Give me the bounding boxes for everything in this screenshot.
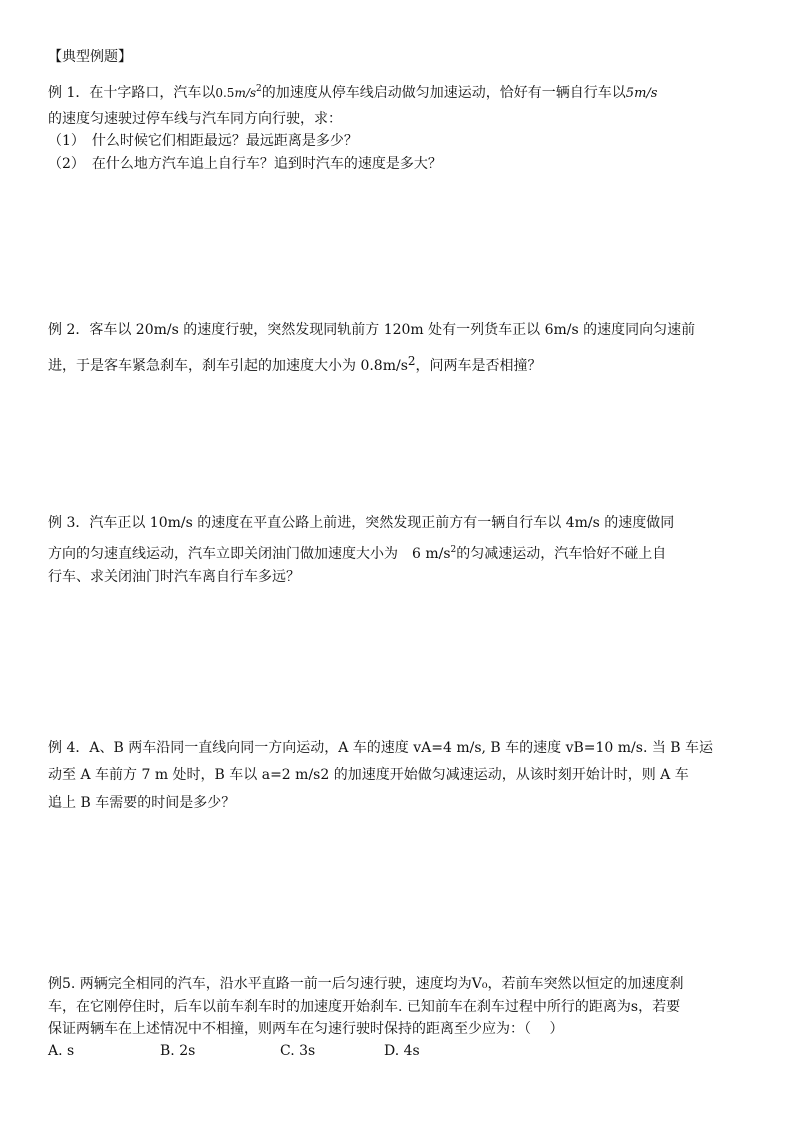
example-5-line-2: 车，在它刚停住时，后车以前车刹车时的加速度开始刹车. 已知前车在刹车过程中所行的距离为s，若要 — [48, 999, 681, 1015]
example-1-line-1 — [48, 80, 657, 103]
example-1-accel-unit: m/s — [234, 86, 257, 100]
example-4-line-3: 追上 B 车需要的时间是多少？ — [48, 795, 236, 811]
example-1-question-1: （1） 什么时候它们相距最远？最远距离是多少？ — [48, 133, 358, 149]
example-1-speed: 5 — [625, 86, 635, 101]
example-1-accel: 0.5 — [215, 86, 235, 100]
example-5-line-1: 例5. 两辆完全相同的汽车，沿水平直路一前一后匀速行驶，速度均为V₀，若前车突然以恒定的加速度刹 — [48, 976, 684, 992]
example-5-line-3: 保证两辆车在上述情况中不相撞，则两车在匀速行驶时保持的距离至少应为：（ ） — [48, 1021, 564, 1037]
example-3-sup: 2 — [450, 545, 457, 555]
example-5-options — [48, 1042, 468, 1060]
example-1-line-2: 的速度匀速驶过停车线与汽车同方向行驶，求： — [48, 111, 342, 127]
option-c: C. 3s — [280, 1043, 316, 1059]
example-1-text-a: 例 1．在十字路口，汽车以 — [48, 85, 216, 101]
example-3-line-2 — [48, 541, 666, 563]
example-1-speed-unit: m/s — [634, 86, 658, 101]
example-1-text-b: 的加速度从停车线启动做匀加速运动，恰好有一辆自行车以 — [261, 85, 626, 101]
option-b: B. 2s — [160, 1043, 196, 1059]
option-d: D. 4s — [384, 1043, 420, 1059]
example-2-text-b: ，问两车是否相撞？ — [415, 358, 542, 374]
example-3-line-3: 行车、求关闭油门时汽车离自行车多远？ — [48, 569, 300, 585]
example-3-text-a: 方向的匀速直线运动，汽车立即关闭油门做加速度大小为 6 m/s — [48, 546, 451, 562]
example-2-sup: 2 — [407, 354, 416, 368]
example-1-accel-sup: 2 — [256, 84, 262, 94]
example-2-text-a: 进，于是客车紧急刹车，刹车引起的加速度大小为 0.8m/s — [48, 358, 408, 374]
example-3-line-1: 例 3．汽车正以 10m/s 的速度在平直公路上前进，突然发现正前方有一辆自行车以 4m/s 的速度做同 — [48, 515, 675, 531]
example-1-question-2: （2） 在什么地方汽车追上自行车？追到时汽车的速度是多大？ — [48, 156, 442, 172]
example-2-line-1: 例 2．客车以 20m/s 的速度行驶，突然发现同轨前方 120m 处有一列货车正以 6m/s 的速度同向匀速前 — [48, 322, 696, 338]
section-heading: 【典型例题】 — [48, 49, 132, 65]
example-4-line-1: 例 4．A、B 两车沿同一直线向同一方向运动，A 车的速度 vA=4 m/s, B 车的速度 vB=10 m/s. 当 B 车运 — [48, 740, 714, 756]
option-a: A. s — [48, 1043, 75, 1059]
example-2-line-2 — [48, 352, 542, 375]
example-4-line-2: 动至 A 车前方 7 m 处时，B 车以 a=2 m/s2 的加速度开始做匀减速运动，从该时刻开始计时，则 A 车 — [48, 767, 689, 783]
example-3-text-b: 的匀减速运动，汽车恰好不碰上自 — [456, 546, 667, 562]
